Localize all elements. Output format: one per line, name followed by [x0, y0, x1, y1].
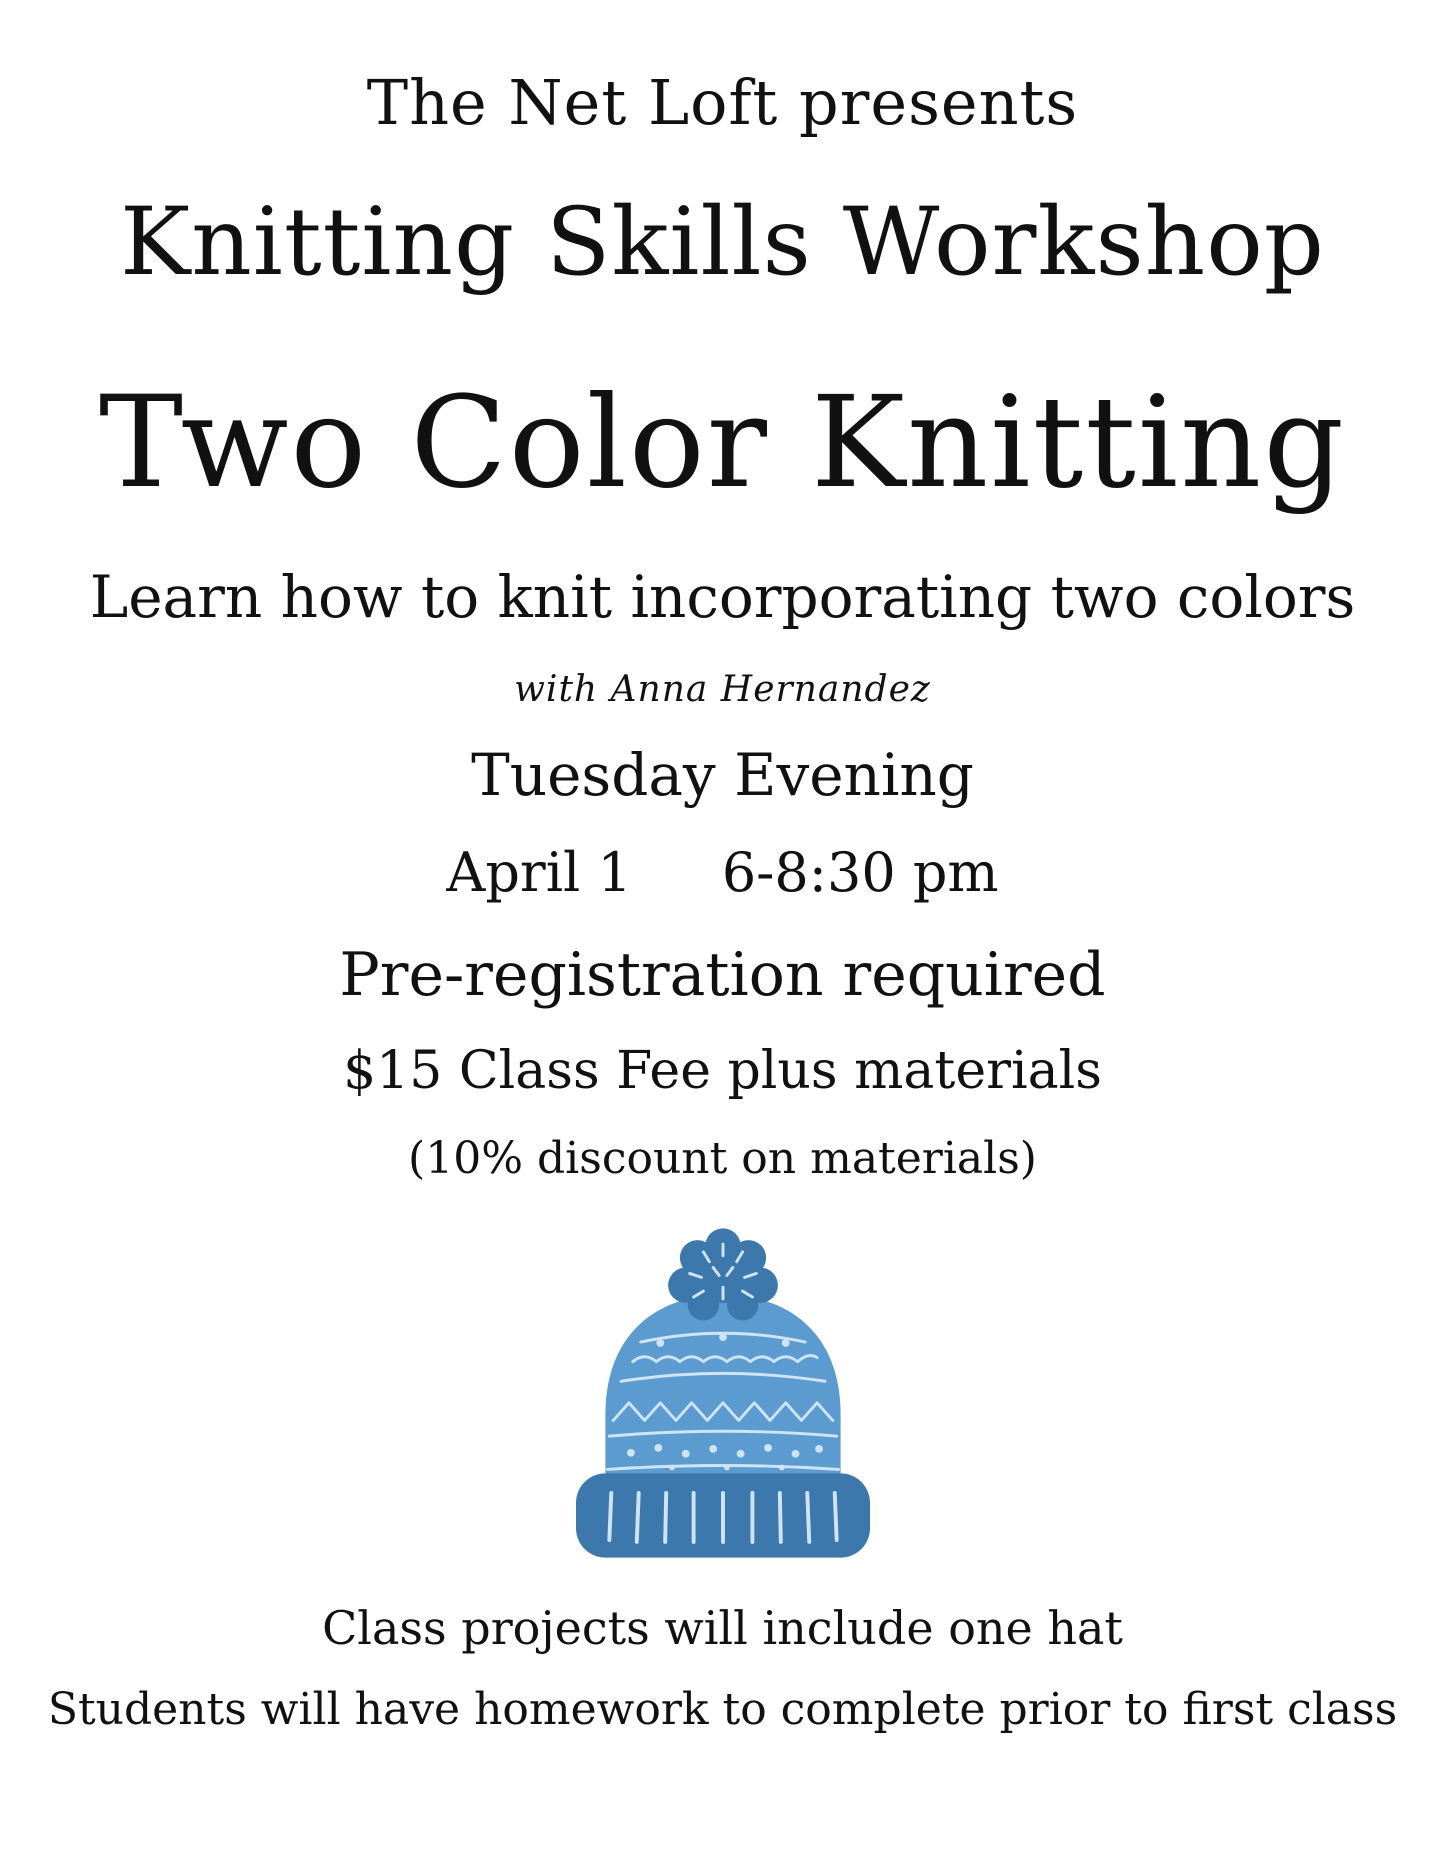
discount-line: (10% discount on materials): [408, 1133, 1037, 1184]
registration-line: Pre-registration required: [339, 940, 1106, 1010]
time-text: 6-8:30 pm: [721, 841, 999, 904]
presenter-line: The Net Loft presents: [366, 66, 1079, 139]
instructor-line: with Anna Hernandez: [514, 669, 931, 710]
day-line: Tuesday Evening: [471, 741, 974, 809]
date-time-line: [0, 841, 1445, 904]
projects-note: Class projects will include one hat: [322, 1601, 1123, 1655]
homework-note: Students will have homework to complete prior to first class: [47, 1684, 1398, 1735]
page-title: Two Color Knitting: [99, 369, 1346, 516]
date-text: April 1: [446, 841, 632, 904]
workshop-name: Knitting Skills Workshop: [120, 188, 1325, 297]
subtitle: Learn how to knit incorporating two colors: [89, 563, 1356, 631]
knit-beanie-hat-icon: [576, 1228, 870, 1558]
fee-line: $15 Class Fee plus materials: [343, 1041, 1102, 1101]
